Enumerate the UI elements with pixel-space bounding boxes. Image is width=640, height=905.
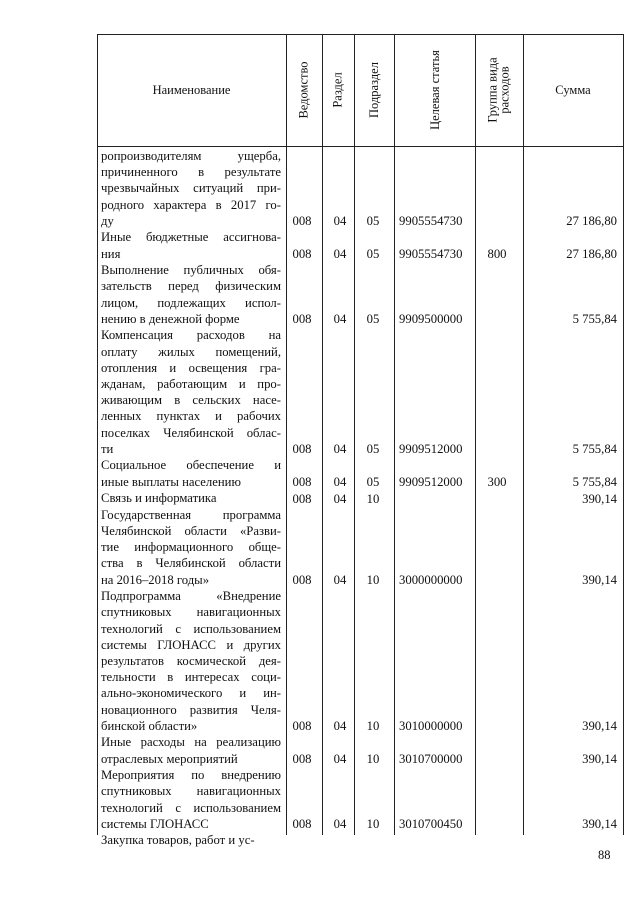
row-name-line: технологий с использованием xyxy=(101,800,281,815)
row-cs: 9905554730 xyxy=(399,247,463,262)
header-ved: Ведомство xyxy=(297,61,311,119)
header-sum: Сумма xyxy=(555,82,591,97)
row-name-line: ропроизводителям ущерба, xyxy=(101,149,281,163)
row-sum: 390,14 xyxy=(582,719,617,734)
row-ved: 008 xyxy=(292,247,312,262)
row-razdel: 04 xyxy=(333,817,347,832)
row-sum: 5 755,84 xyxy=(572,475,617,490)
row-name-line: отопления и освещения гра- xyxy=(101,360,281,375)
row-name xyxy=(101,229,281,261)
row-name xyxy=(101,262,281,327)
row-podrazdel: 10 xyxy=(366,817,380,832)
row-sum: 27 186,80 xyxy=(566,214,617,229)
row-name-line: Выполнение публичных обя- xyxy=(101,263,281,278)
row-razdel: 04 xyxy=(333,442,347,457)
row-name-line: жданам, работающим и про- xyxy=(101,376,281,391)
row-name-line: поселках Челябинской облас- xyxy=(101,425,281,440)
row-name-line: результатов космической дея- xyxy=(101,653,281,668)
row-name-line: причиненного в результате xyxy=(101,165,281,180)
row-razdel: 04 xyxy=(333,312,347,327)
row-podrazdel: 10 xyxy=(366,719,380,734)
header-razdel-cell xyxy=(322,34,354,146)
row-name xyxy=(101,734,281,766)
row-name xyxy=(101,490,281,506)
row-name-line: Иные расходы на реализацию xyxy=(101,735,281,750)
row-name-line: Закупка товаров, работ и ус- xyxy=(101,833,255,848)
row-sum: 390,14 xyxy=(582,573,617,588)
row-name-line: ства в Челябинской области xyxy=(101,556,281,571)
row-podrazdel: 05 xyxy=(366,442,380,457)
row-razdel: 04 xyxy=(333,752,347,767)
row-cs: 9909512000 xyxy=(399,442,463,457)
row-cs: 3010700000 xyxy=(399,752,463,767)
row-name xyxy=(101,588,281,734)
row-razdel: 04 xyxy=(333,247,347,262)
row-razdel: 04 xyxy=(333,573,347,588)
row-name-line: Государственная программа xyxy=(101,507,281,522)
row-name-line: на 2016–2018 годы» xyxy=(101,572,210,587)
row-podrazdel: 10 xyxy=(366,491,380,506)
budget-table xyxy=(97,34,624,848)
row-podrazdel: 05 xyxy=(366,475,380,490)
row-sum: 27 186,80 xyxy=(566,247,617,262)
row-sum: 390,14 xyxy=(582,752,617,767)
page-number: 88 xyxy=(598,848,611,862)
row-ved: 008 xyxy=(292,214,312,229)
row-ved: 008 xyxy=(292,817,312,832)
row-name-line: лицом, подлежащих испол- xyxy=(101,295,281,310)
row-name-line: живающим в сельских насе- xyxy=(101,393,281,408)
row-name-line: ально-экономического и ин- xyxy=(101,686,281,701)
row-name-line: Челябинской области «Разви- xyxy=(101,523,281,538)
row-razdel: 04 xyxy=(333,491,347,506)
row-name-line: Подпрограмма «Внедрение xyxy=(101,589,281,604)
row-name-line: Социальное обеспечение и xyxy=(101,458,281,473)
header-grp xyxy=(487,57,511,122)
header-grp-line2: расходов xyxy=(498,66,513,114)
column-divider xyxy=(286,34,287,835)
row-sum: 5 755,84 xyxy=(572,312,617,327)
row-name-line: спутниковых навигационных xyxy=(101,605,281,620)
row-razdel: 04 xyxy=(333,475,347,490)
header-podrazdel: Подраздел xyxy=(367,62,381,118)
row-cs: 9909512000 xyxy=(399,475,463,490)
row-name-line: чрезвычайных ситуаций при- xyxy=(101,181,281,196)
header-divider xyxy=(97,146,624,147)
header-grp-line1: Группа вида xyxy=(486,57,501,123)
row-cs: 3010700450 xyxy=(399,817,463,832)
table-border-right xyxy=(623,34,624,835)
row-grp: 300 xyxy=(487,475,507,490)
row-name-line: бинской области» xyxy=(101,718,198,733)
row-name xyxy=(101,457,281,489)
row-podrazdel: 05 xyxy=(366,214,380,229)
row-sum: 390,14 xyxy=(582,491,617,506)
row-name-line: системы ГЛОНАСС и других xyxy=(101,637,281,652)
column-divider xyxy=(475,34,476,835)
row-name-line: Мероприятия по внедрению xyxy=(101,768,281,783)
row-name-line: спутниковых навигационных xyxy=(101,784,281,799)
row-razdel: 04 xyxy=(333,214,347,229)
row-name xyxy=(101,832,281,848)
row-name-line: Иные бюджетные ассигнова- xyxy=(101,230,281,245)
header-grp-cell xyxy=(475,34,523,146)
row-name-line: иные выплаты населению xyxy=(101,474,241,489)
row-ved: 008 xyxy=(292,491,312,506)
row-cs: 3010000000 xyxy=(399,719,463,734)
table-border-left xyxy=(97,34,98,835)
row-name-line: тельности в интересах соци- xyxy=(101,670,281,685)
row-name-line: ти xyxy=(101,441,114,456)
header-sum-cell xyxy=(523,34,623,146)
header-cs-cell xyxy=(394,34,475,146)
column-divider xyxy=(394,34,395,835)
row-name xyxy=(101,148,281,229)
row-ved: 008 xyxy=(292,312,312,327)
row-podrazdel: 05 xyxy=(366,312,380,327)
row-name-line: нению в денежной форме xyxy=(101,311,240,326)
row-podrazdel: 10 xyxy=(366,573,380,588)
row-name-line: Компенсация расходов на xyxy=(101,328,281,343)
row-razdel: 04 xyxy=(333,719,347,734)
row-name xyxy=(101,767,281,832)
row-ved: 008 xyxy=(292,752,312,767)
row-name-line: системы ГЛОНАСС xyxy=(101,816,209,831)
row-name-line: технологий с использованием xyxy=(101,621,281,636)
row-name-line: Связь и информатика xyxy=(101,491,217,506)
row-name-line: тие информационного обще- xyxy=(101,540,281,555)
header-name: Наименование xyxy=(152,82,231,97)
row-name xyxy=(101,327,281,457)
row-grp: 800 xyxy=(487,247,507,262)
row-podrazdel: 10 xyxy=(366,752,380,767)
header-cs: Целевая статья xyxy=(427,50,442,130)
header-razdel: Раздел xyxy=(331,72,346,108)
row-podrazdel: 05 xyxy=(366,247,380,262)
row-cs: 9909500000 xyxy=(399,312,463,327)
row-name-line: зательств перед физическим xyxy=(101,279,281,294)
header-podrazdel-cell xyxy=(354,34,394,146)
column-divider xyxy=(354,34,355,835)
row-sum: 5 755,84 xyxy=(572,442,617,457)
row-ved: 008 xyxy=(292,475,312,490)
row-name-line: новационного развития Челя- xyxy=(101,702,281,717)
row-ved: 008 xyxy=(292,442,312,457)
row-sum: 390,14 xyxy=(582,817,617,832)
row-cs: 3000000000 xyxy=(399,573,463,588)
row-cs: 9905554730 xyxy=(399,214,463,229)
row-name-line: оплату жилых помещений, xyxy=(101,344,281,359)
header-name-cell xyxy=(97,34,286,146)
column-divider xyxy=(322,34,323,835)
row-ved: 008 xyxy=(292,719,312,734)
row-name-line: родного характера в 2017 го- xyxy=(101,197,281,212)
header-ved-cell xyxy=(286,34,322,146)
row-name-line: ду xyxy=(101,213,114,228)
row-name xyxy=(101,507,281,588)
row-ved: 008 xyxy=(292,573,312,588)
row-name-line: отраслевых мероприятий xyxy=(101,751,238,766)
row-name-line: ния xyxy=(101,246,121,261)
column-divider xyxy=(523,34,524,835)
row-name-line: ленных пунктах и рабочих xyxy=(101,409,281,424)
